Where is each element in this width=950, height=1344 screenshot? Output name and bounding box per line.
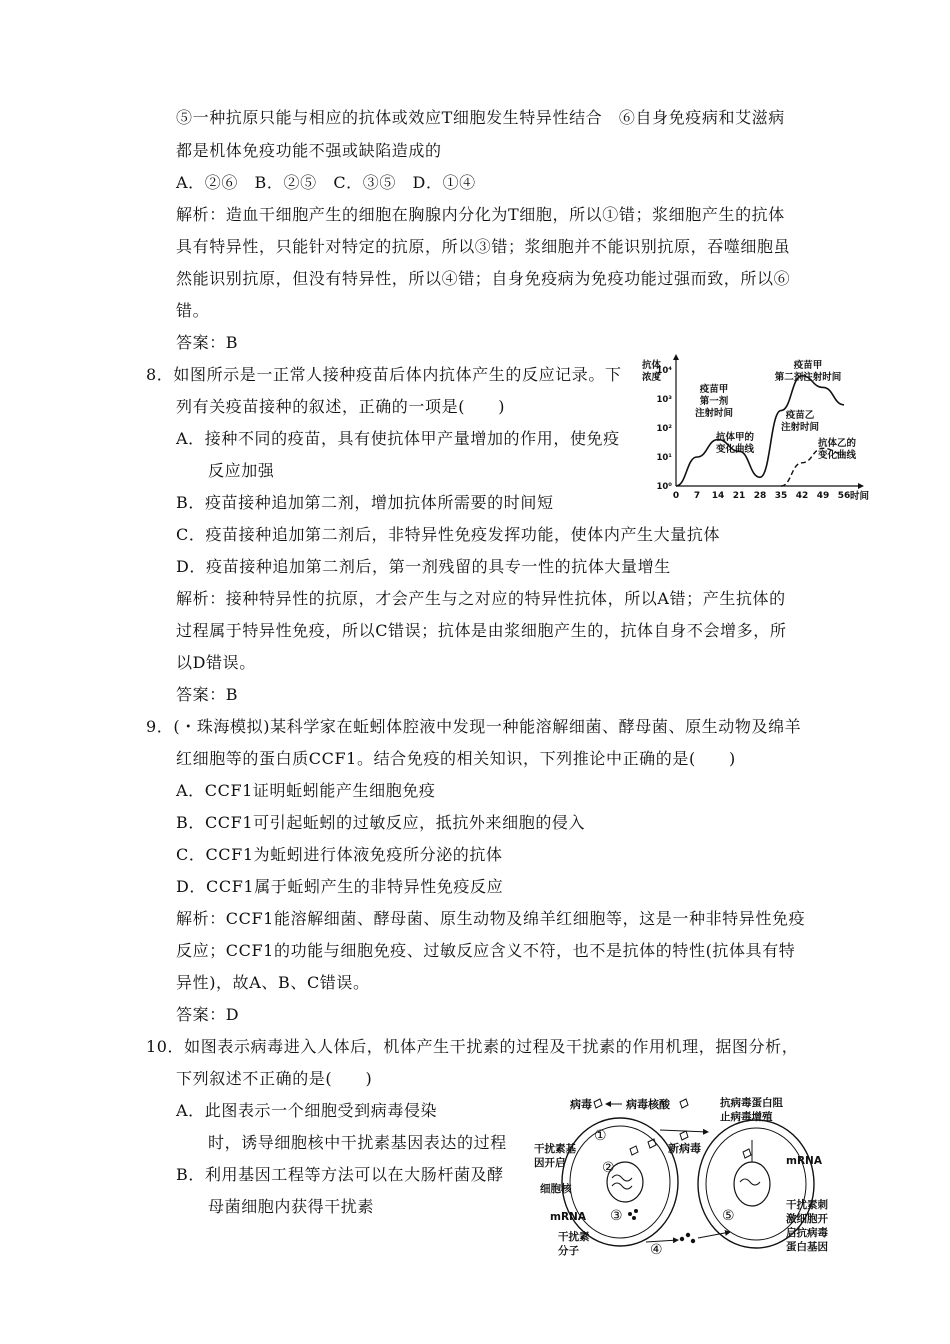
- step-4: ④: [650, 1242, 663, 1258]
- y-axis-label-1: 抗体: [642, 360, 662, 371]
- y-tick-label: 10³: [656, 395, 672, 405]
- vaccine-a1-label-3: 注射时间: [694, 408, 734, 419]
- vaccine-a2-label-1: 疫苗甲: [793, 360, 823, 371]
- x-tick-label: 0: [672, 491, 680, 501]
- q8-answer: 答案：B: [176, 685, 239, 704]
- q7-line1: ⑤一种抗原只能与相应的抗体或效应T细胞发生特异性结合 ⑥自身免疫病和艾滋病: [176, 108, 785, 127]
- x-tick-label: 35: [774, 491, 788, 501]
- q7-analysis-2: 具有特异性，只能针对特定的抗原，所以③错；浆细胞并不能识别抗原，吞噬细胞虽: [176, 237, 791, 256]
- curve-a-label-2: 变化曲线: [715, 444, 755, 455]
- ifn-molecule-label-2: 分子: [558, 1245, 579, 1257]
- virus-label: 病毒: [570, 1098, 592, 1111]
- q8-stem-1: 8．如图所示是一正常人接种疫苗后体内抗体产生的反应记录。下: [146, 365, 622, 384]
- q9-analysis-2: 反应；CCF1的功能与细胞免疫、过敏反应含义不符，也不是抗体的特性(抗体具有特: [176, 941, 796, 960]
- q7-analysis-4: 错。: [176, 301, 210, 320]
- y-axis-arrow: [673, 354, 679, 360]
- q10-option-b-1: B．利用基因工程等方法可以在大肠杆菌及酵: [176, 1165, 504, 1184]
- block-label-1: 抗病毒蛋白阻: [720, 1097, 783, 1109]
- x-tick-label: 49: [816, 491, 830, 501]
- q7-analysis-1: 解析：造血干细胞产生的细胞在胸腺内分化为T细胞，所以①错；浆细胞产生的抗体: [176, 205, 785, 224]
- curve-b-label-1: 抗体乙的: [817, 438, 857, 449]
- viral-na-label: 病毒核酸: [626, 1098, 670, 1111]
- q8-option-c: C．疫苗接种追加第二剂后，非特异性免疫发挥功能，使体内产生大量抗体: [176, 525, 721, 544]
- infected-cell: [562, 1118, 678, 1246]
- q10-stem-1: 10．如图表示病毒进入人体后，机体产生干扰素的过程及干扰素的作用机理，据图分析，: [146, 1037, 799, 1056]
- interferon-diagram: [530, 1092, 850, 1262]
- q9-analysis-3: 异性)，故A、B、C错误。: [176, 973, 370, 992]
- q7-options: A．②⑥ B．②⑤ C．③⑤ D．①④: [176, 173, 476, 192]
- ifn-molecule-label-1: 干扰素: [558, 1231, 590, 1243]
- ifn-gene-label-2: 因开启: [534, 1157, 566, 1169]
- q7-answer: 答案：B: [176, 333, 239, 352]
- q9-option-c: C．CCF1为蚯蚓进行体液免疫所分泌的抗体: [176, 845, 503, 864]
- x-tick-label: 7: [693, 491, 701, 501]
- vaccine-a1-label-2: 第一剂: [699, 396, 729, 407]
- x-tick-label: 42: [795, 491, 809, 501]
- vaccine-b-label-2: 注射时间: [780, 422, 820, 433]
- step-1: ①: [594, 1128, 607, 1144]
- q10-option-a-2: 时，诱导细胞核中干扰素基因表达的过程: [208, 1133, 507, 1152]
- curve-a-label-1: 抗体甲的: [715, 432, 755, 443]
- y-tick-label: 10⁰: [656, 482, 672, 492]
- q8-stem-2: 列有关疫苗接种的叙述，正确的一项是( ): [176, 397, 506, 416]
- new-virus-icon: [680, 1131, 688, 1140]
- step-5: ⑤: [722, 1208, 735, 1224]
- stimulate-label-2: 激细胞开: [786, 1213, 828, 1225]
- ifn-gene-label-1: 干扰素基: [534, 1143, 576, 1155]
- stimulate-label-1: 干扰素刺: [786, 1199, 828, 1211]
- q9-option-d: D．CCF1属于蚯蚓产生的非特异性免疫反应: [176, 877, 504, 896]
- q10-option-a-1: A．此图表示一个细胞受到病毒侵染: [176, 1101, 438, 1120]
- q8-option-a-2: 反应加强: [208, 461, 275, 480]
- y-tick-label: 10¹: [656, 453, 672, 463]
- x-axis-arrow: [858, 483, 864, 489]
- q10-option-b-2: 母菌细胞内获得干扰素: [208, 1197, 375, 1216]
- q8-analysis-2: 过程属于特异性免疫，所以C错误；抗体是由浆细胞产生的，抗体自身不会增多，所: [176, 621, 787, 640]
- q9-stem-2: 红细胞等的蛋白质CCF1。结合免疫的相关知识，下列推论中正确的是( ): [176, 749, 736, 768]
- y-axis-label-2: 浓度: [642, 372, 662, 383]
- new-virus-label: 新病毒: [668, 1142, 701, 1155]
- curve-b-label-2: 变化曲线: [817, 450, 857, 461]
- stimulate-label-3: 启抗病毒: [786, 1227, 828, 1239]
- vaccine-a2-label-2: 第二剂注射时间: [774, 372, 842, 383]
- q9-answer: 答案：D: [176, 1005, 240, 1024]
- x-tick-label: 21: [732, 491, 746, 501]
- vaccine-b-label-1: 疫苗乙: [785, 410, 815, 421]
- q7-analysis-3: 然能识别抗原，但没有特异性，所以④错；自身免疫病为免疫功能过强而致，所以⑥: [176, 269, 791, 288]
- stimulate-label-4: 蛋白基因: [786, 1241, 828, 1253]
- y-tick-label: 10²: [656, 424, 672, 434]
- q8-analysis-1: 解析：接种特异性的抗原，才会产生与之对应的特异性抗体，所以A错；产生抗体的: [176, 589, 786, 608]
- step-3: ③: [610, 1208, 623, 1224]
- block-label-2: 止病毒增殖: [720, 1111, 773, 1123]
- q8-option-a-1: A．接种不同的疫苗，具有使抗体甲产量增加的作用，使免疫: [176, 429, 620, 448]
- nucleus-label: 细胞核: [540, 1183, 572, 1195]
- vaccine-a1-label-1: 疫苗甲: [699, 384, 729, 395]
- x-tick-label: 14: [711, 491, 725, 501]
- q7-line2: 都是机体免疫功能不强或缺陷造成的: [176, 141, 442, 160]
- x-tick-label: 56: [837, 491, 851, 501]
- q8-option-d: D．疫苗接种追加第二剂后，第一剂残留的具专一性的抗体大量增生: [176, 557, 671, 576]
- step-2: ②: [602, 1160, 615, 1176]
- x-axis-label: 时间: [850, 491, 870, 502]
- q9-stem-1: 9．(・珠海模拟)某科学家在蚯蚓体腔液中发现一种能溶解细菌、酵母菌、原生动物及绵羊: [146, 717, 802, 736]
- q8-analysis-3: 以D错误。: [176, 653, 256, 672]
- q9-option-a: A．CCF1证明蚯蚓能产生细胞免疫: [176, 781, 436, 800]
- x-tick-label: 28: [753, 491, 767, 501]
- q8-option-b: B．疫苗接种追加第二剂，增加抗体所需要的时间短: [176, 493, 554, 512]
- q10-stem-2: 下列叙述不正确的是( ): [176, 1069, 373, 1088]
- q9-option-b: B．CCF1可引起蚯蚓的过敏反应，抵抗外来细胞的侵入: [176, 813, 586, 832]
- antibody-chart: [640, 352, 880, 502]
- q9-analysis-1: 解析：CCF1能溶解细菌、酵母菌、原生动物及绵羊红细胞等，这是一种非特异性免疫: [176, 909, 806, 928]
- y-tick-label: 10⁴: [656, 366, 672, 376]
- mrna-label: mRNA: [550, 1211, 586, 1223]
- virus-inside-icon: [630, 1146, 638, 1155]
- mrna2-label: mRNA: [786, 1155, 822, 1167]
- virus-icon: [594, 1099, 602, 1108]
